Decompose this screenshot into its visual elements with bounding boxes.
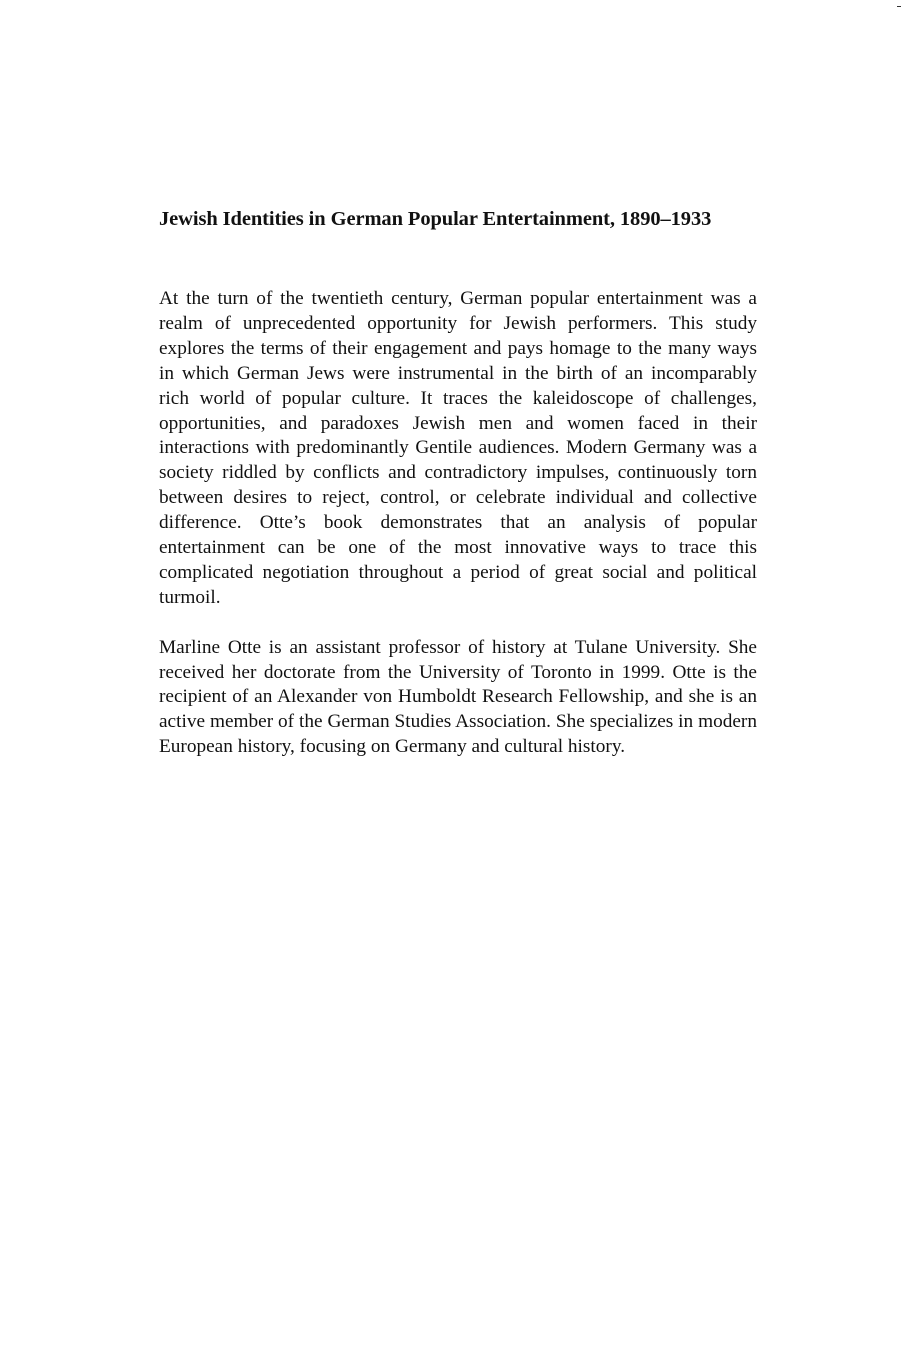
corner-crop-mark [897,6,901,7]
page-content [159,204,757,760]
book-title: Jewish Identities in German Popular Entertainment, 1890–1933 [159,208,712,230]
author-bio: Marline Otte is an assistant professor of history at Tulane University. She received her doctorate from the University of Toronto in 1999. Otte is the recipient of an Alexander von Humboldt Research Fellowship, and she is an active member of the German Studies Association. She specializes in modern European history, focusing on Germany and cultural history. [159,636,757,758]
book-description: At the turn of the twentieth century, German popular entertainment was a realm of unprecedented opportunity for Jewish performers. This study explores the terms of their engagement and pays homage to the many ways in which German Jews were instrumental in the birth of an incomparably rich world of popular culture. It traces the kaleidoscope of challenges, opportunities, and paradoxes Jewish men and women faced in their interactions with predominantly Gentile audiences. Modern Germany was a society riddled by conflicts and contradictory impulses, continuously torn between desires to reject, control, or celebrate individual and collective difference. Otte’s book demonstrates that an analysis of popular entertainment can be one of the most innovative ways to trace this complicated negotiation throughout a period of great social and political turmoil. [159,288,757,608]
